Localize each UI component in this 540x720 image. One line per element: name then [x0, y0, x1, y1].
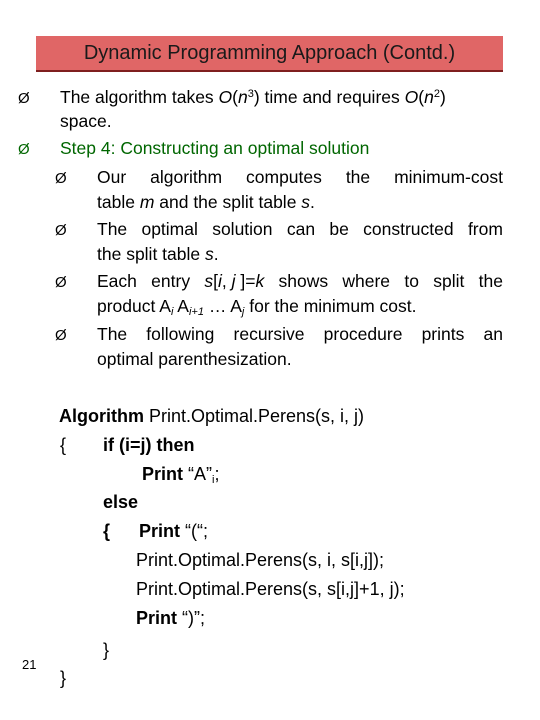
code-if-line: if (i=j) then — [103, 435, 195, 455]
code-else: else — [103, 492, 139, 512]
sub-bullet-1: Ø Our algorithm computes the minimum-cost — [55, 164, 503, 190]
arrow-bullet-icon: Ø — [18, 90, 30, 107]
code-print-open: Print “(“; — [139, 521, 208, 541]
sub-bullet-1-cont: table m and the split table s. — [97, 192, 315, 212]
sub-bullet-4: Ø The following recursive procedure prints an — [55, 321, 503, 347]
arrow-bullet-icon: Ø — [18, 141, 30, 158]
arrow-bullet-icon: Ø — [55, 274, 67, 291]
page-number: 21 — [22, 657, 37, 672]
code-call-2: Print.Optimal.Perens(s, s[i,j]+1, j); — [136, 579, 405, 599]
arrow-bullet-icon: Ø — [55, 170, 67, 187]
bullet-1: Ø The algorithm takes $O(n^3)$ time and requires $O(n^2)$ — [18, 84, 404, 110]
slide-title-text: Dynamic Programming Approach (Contd.) — [83, 41, 456, 64]
slide-title — [36, 36, 503, 72]
code-print-a: Print “$A”_i$; — [142, 464, 220, 486]
sub-bullet-4-cont: optimal parenthesization. — [97, 349, 292, 369]
code-close-brace-2: } — [103, 640, 110, 660]
arrow-bullet-icon: Ø — [55, 327, 67, 344]
sub-bullet-3-cont: product $A_i$ $A_{i+1}$ … $A_j$ for the minimum cost. — [97, 296, 417, 318]
sub-bullet-3: Ø Each entry s[i, j ]=k shows where to split the — [55, 268, 503, 294]
bullet-2: Ø Step 4: Constructing an optimal solution — [18, 135, 327, 161]
code-algorithm-header: Algorithm Print.Optimal.Perens(s, i, j) — [59, 406, 365, 426]
code-open-brace: { — [60, 435, 67, 455]
sub-bullet-2: Ø The optimal solution can be constructed from — [55, 216, 503, 242]
code-open-brace-2: { — [103, 521, 111, 541]
code-close-brace: } — [60, 668, 67, 688]
code-print-close: Print “)”; — [136, 608, 205, 628]
bullet-1-cont: space. — [60, 111, 112, 131]
sub-bullet-2-cont: the split table s. — [97, 244, 219, 264]
arrow-bullet-icon: Ø — [55, 222, 67, 239]
code-call-1: Print.Optimal.Perens(s, i, s[i,j]); — [136, 550, 385, 570]
